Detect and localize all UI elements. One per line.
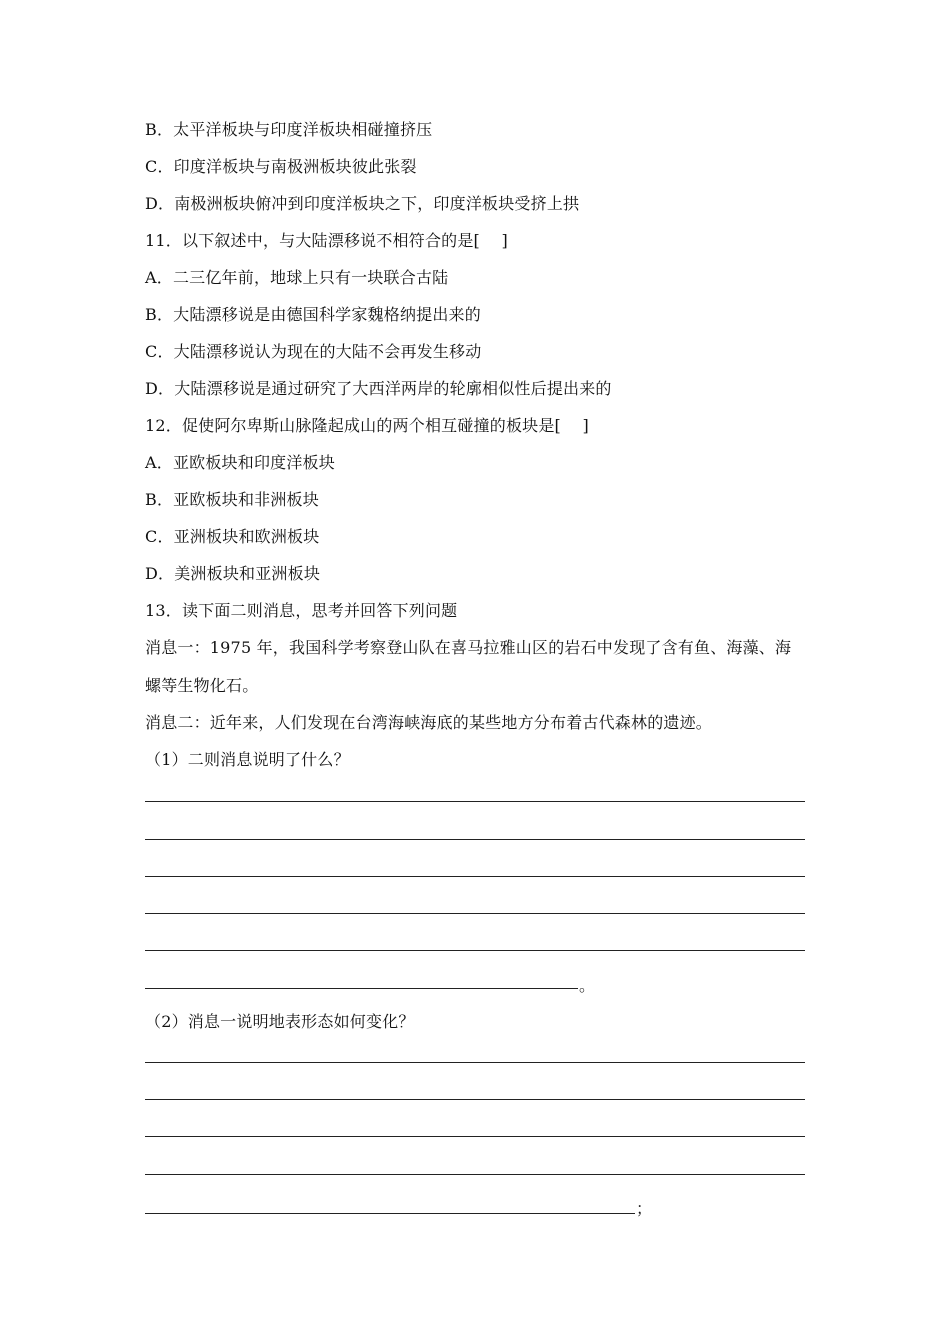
- answer-line[interactable]: [145, 839, 805, 840]
- question-11: 11．以下叙述中，与大陆漂移说不相符合的是[ ]: [145, 231, 508, 250]
- answer-line[interactable]: [145, 876, 805, 877]
- option-d-q11: D．大陆漂移说是通过研究了大西洋两岸的轮廓相似性后提出来的: [145, 379, 612, 398]
- option-d-q12: D．美洲板块和亚洲板块: [145, 564, 321, 583]
- option-a-q11: A．二三亿年前，地球上只有一块联合古陆: [145, 268, 449, 287]
- answer-line[interactable]: [145, 1062, 805, 1063]
- option-b-q12: B．亚欧板块和非洲板块: [145, 490, 319, 509]
- answer-line[interactable]: [145, 913, 805, 914]
- q1-end-mark: 。: [579, 976, 596, 995]
- answer-line[interactable]: [145, 801, 805, 802]
- option-b-q11: B．大陆漂移说是由德国科学家魏格纳提出来的: [145, 305, 481, 324]
- option-d-q10: D．南极洲板块俯冲到印度洋板块之下，印度洋板块受挤上拱: [145, 194, 580, 213]
- option-b-q10: B．太平洋板块与印度洋板块相碰撞挤压: [145, 120, 433, 139]
- q2-end-mark: ；: [636, 1199, 653, 1218]
- option-a-q12: A．亚欧板块和印度洋板块: [145, 453, 335, 472]
- answer-line[interactable]: [145, 1174, 805, 1175]
- answer-line[interactable]: [145, 1136, 805, 1137]
- sub-question-1: （1）二则消息说明了什么？: [145, 750, 350, 769]
- answer-line-final[interactable]: [145, 1213, 635, 1214]
- option-c-q11: C．大陆漂移说认为现在的大陆不会再发生移动: [145, 342, 482, 361]
- news-1-line-1: 消息一：1975 年，我国科学考察登山队在喜马拉雅山区的岩石中发现了含有鱼、海藻、海: [145, 638, 792, 657]
- option-c-q12: C．亚洲板块和欧洲板块: [145, 527, 320, 546]
- news-2: 消息二：近年来，人们发现在台湾海峡海底的某些地方分布着古代森林的遗迹。: [145, 713, 713, 732]
- option-c-q10: C．印度洋板块与南极洲板块彼此张裂: [145, 157, 417, 176]
- question-12: 12．促使阿尔卑斯山脉隆起成山的两个相互碰撞的板块是[ ]: [145, 416, 589, 435]
- answer-line[interactable]: [145, 1099, 805, 1100]
- news-1-line-2: 螺等生物化石。: [145, 676, 259, 695]
- question-13: 13．读下面二则消息，思考并回答下列问题: [145, 601, 458, 620]
- answer-line-final[interactable]: [145, 988, 578, 989]
- sub-question-2: （2）消息一说明地表形态如何变化？: [145, 1012, 415, 1031]
- answer-line[interactable]: [145, 950, 805, 951]
